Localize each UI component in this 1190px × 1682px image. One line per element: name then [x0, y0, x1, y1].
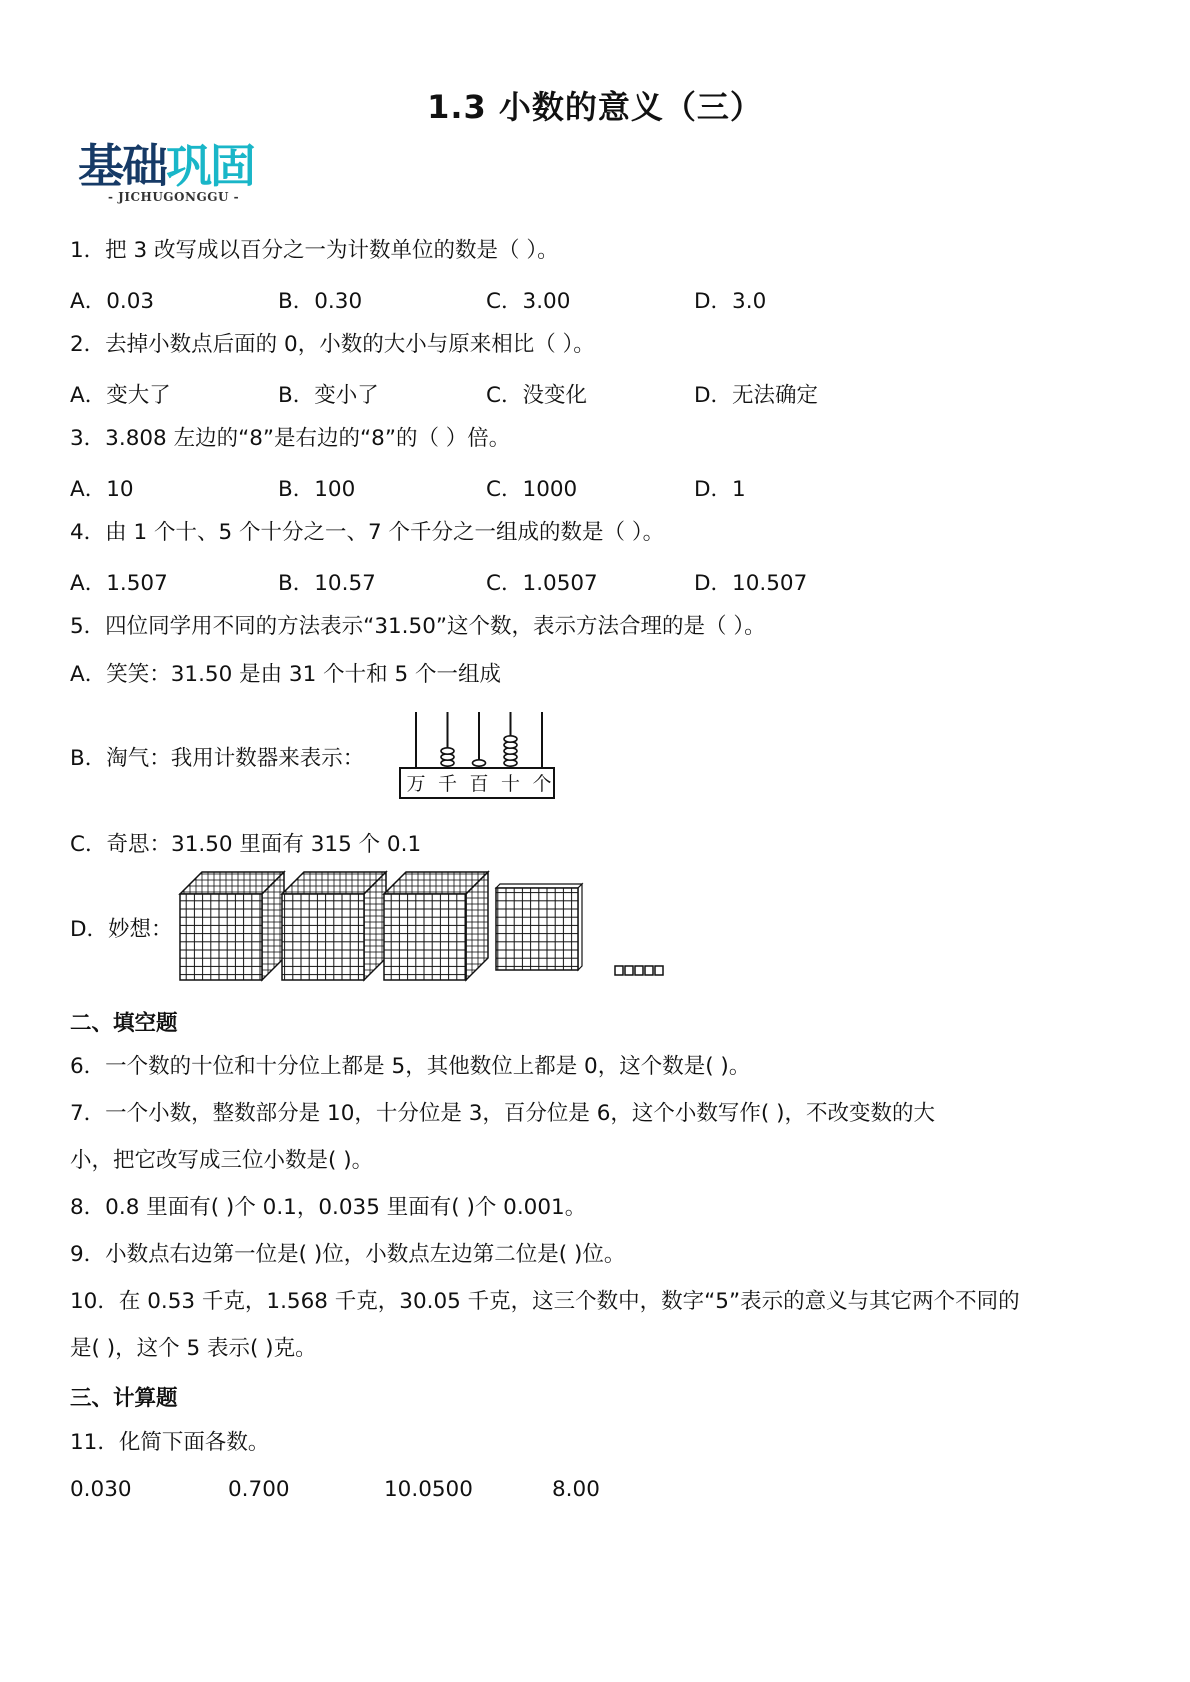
unit-cubes [615, 966, 663, 975]
q4-option-c: C．1.0507 [486, 571, 598, 596]
thousand-cube-1 [180, 872, 284, 980]
question-11: 11．化简下面各数。 [70, 1430, 270, 1455]
abacus-place-label: 千 [437, 773, 458, 795]
q3-option-d: D．1 [694, 477, 746, 502]
question-8: 8．0.8 里面有( )个 0.1，0.035 里面有( )个 0.001。 [70, 1195, 587, 1220]
question-7-line-1: 7．一个小数，整数部分是 10，十分位是 3，百分位是 6，这个小数写作( )，不改变数的大 [70, 1101, 936, 1126]
q4-option-a: A．1.507 [70, 571, 168, 596]
question-7-line-2: 小，把它改写成三位小数是( )。 [70, 1148, 374, 1173]
q5-option-b: B．淘气：我用计数器来表示： [70, 746, 365, 771]
q5-option-c: C．奇思：31.50 里面有 315 个 0.1 [70, 832, 422, 857]
q2-option-d: D．无法确定 [694, 383, 819, 408]
base-ten-blocks-figure [178, 868, 698, 984]
question-3: 3．3.808 左边的“8”是右边的“8”的（ ）倍。 [70, 426, 511, 451]
q11-item-2: 0.700 [228, 1477, 290, 1502]
q5-option-d: D．妙想： [70, 917, 173, 942]
abacus-place-label: 万 [406, 773, 426, 795]
q4-option-d: D．10.507 [694, 571, 808, 596]
q5-option-a: A．笑笑：31.50 是由 31 个十和 5 个一组成 [70, 662, 501, 687]
question-9: 9．小数点右边第一位是( )位，小数点左边第二位是( )位。 [70, 1242, 626, 1267]
abacus-place-label: 十 [500, 773, 521, 795]
q2-option-b: B．变小了 [278, 383, 379, 408]
question-5: 5．四位同学用不同的方法表示“31.50”这个数，表示方法合理的是（ ）。 [70, 614, 766, 639]
q11-item-1: 0.030 [70, 1477, 132, 1502]
abacus-bead [473, 760, 486, 766]
thousand-cube-3 [384, 872, 488, 980]
q2-option-c: C．没变化 [486, 383, 588, 408]
section-logo [78, 140, 254, 204]
question-10-line-2: 是( )，这个 5 表示( )克。 [70, 1336, 317, 1361]
abacus-bead [504, 736, 517, 742]
q4-option-b: B．10.57 [278, 571, 376, 596]
q3-option-c: C．1000 [486, 477, 578, 502]
page-title: 1.3 小数的意义（三） [427, 88, 763, 126]
q1-option-a: A．0.03 [70, 289, 155, 314]
section-heading-fill-in: 二、填空题 [70, 1011, 178, 1036]
q3-option-b: B．100 [278, 477, 356, 502]
question-6: 6．一个数的十位和十分位上都是 5，其他数位上都是 0，这个数是( )。 [70, 1054, 751, 1079]
thousand-cube-2 [282, 872, 386, 980]
hundred-flat [496, 884, 582, 970]
abacus-figure [396, 708, 562, 804]
section-heading-calculation: 三、计算题 [70, 1386, 178, 1411]
question-2: 2．去掉小数点后面的 0，小数的大小与原来相比（ ）。 [70, 332, 595, 357]
abacus-place-label: 个 [532, 773, 552, 795]
question-1: 1．把 3 改写成以百分之一为计数单位的数是（ ）。 [70, 238, 559, 263]
q11-item-3: 10.0500 [384, 1477, 473, 1502]
q1-option-d: D．3.0 [694, 289, 767, 314]
q11-item-4: 8.00 [552, 1477, 600, 1502]
q2-option-a: A．变大了 [70, 383, 171, 408]
question-10-line-1: 10．在 0.53 千克，1.568 千克，30.05 千克，这三个数中，数字“5”表示的意义与其它两个不同的 [70, 1289, 1020, 1314]
abacus-place-label: 百 [469, 773, 489, 795]
question-4: 4．由 1 个十、5 个十分之一、7 个千分之一组成的数是（ ）。 [70, 520, 665, 545]
logo-dark-text: 基础 [78, 139, 166, 193]
q3-option-a: A．10 [70, 477, 134, 502]
q1-option-c: C．3.00 [486, 289, 571, 314]
abacus-bead [441, 748, 454, 754]
logo-accent-text: 巩固 [166, 139, 254, 193]
logo-subtitle: - JICHUGONGGU - [108, 190, 240, 204]
q1-option-b: B．0.30 [278, 289, 363, 314]
